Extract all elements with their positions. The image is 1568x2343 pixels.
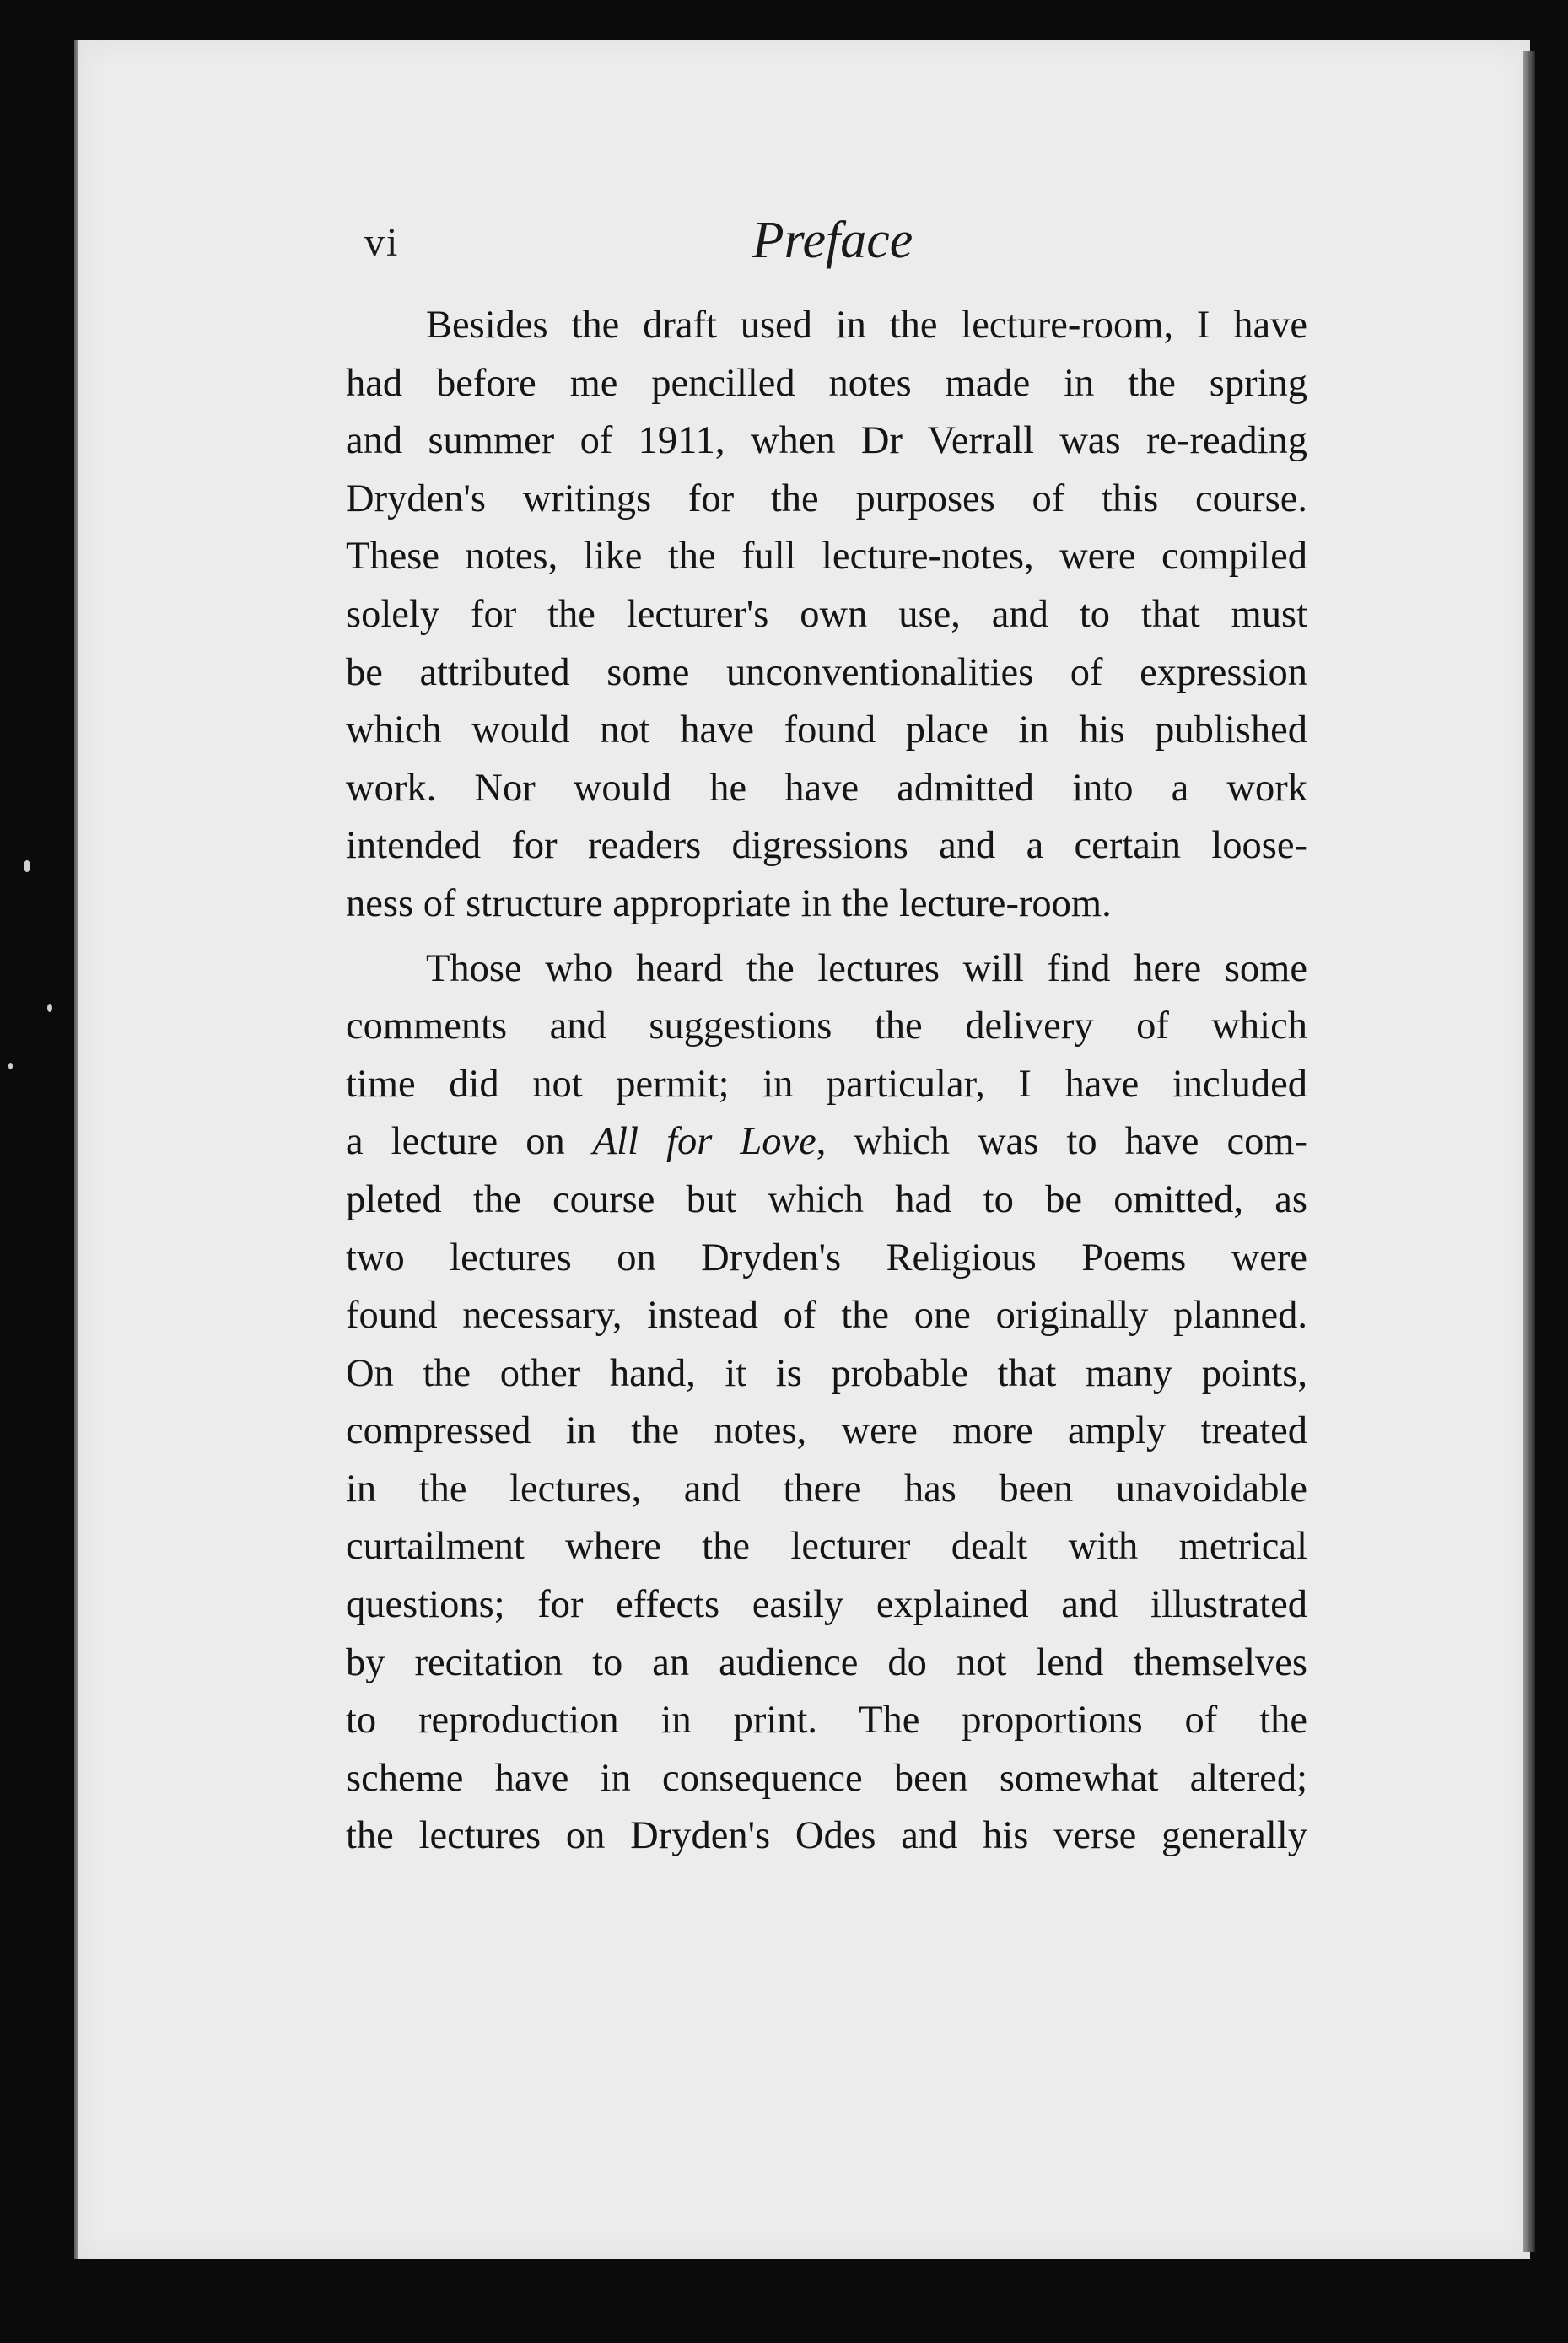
text-line: ness of structure appropriate in the lecture-room. [346, 881, 1112, 925]
text-line: intended for readers digressions and a certain loose- [346, 824, 1307, 868]
text-line: found necessary, instead of the one originally planned. [346, 1294, 1307, 1338]
work-title: All for Love [592, 1120, 816, 1164]
body-text [346, 297, 1307, 1866]
scan-speck [47, 1004, 52, 1012]
text-line: the lectures on Dryden's Odes and his verse generally [346, 1814, 1307, 1858]
text-line: Dryden's writings for the purposes of this course. [346, 477, 1307, 520]
text-line: two lectures on Dryden's Religious Poems were [346, 1236, 1307, 1279]
text-line: scheme have in consequence been somewhat altered; [346, 1756, 1307, 1800]
scan-speck [8, 1063, 13, 1069]
text-line: and summer of 1911, when Dr Verrall was re-reading [346, 419, 1307, 463]
paragraph-spacer [346, 934, 1307, 940]
page-number: vi [364, 220, 400, 265]
text-line: time did not permit; in particular, I have included [346, 1062, 1307, 1106]
scan-speck [24, 860, 30, 872]
page-edge-shadow [1523, 51, 1535, 2252]
text-line: compressed in the notes, were more amply treated [346, 1409, 1307, 1453]
text-line: be attributed some unconventionalities of expression [346, 650, 1307, 694]
page-header [364, 211, 1301, 287]
text-line: Those who heard the lectures will find here some [426, 946, 1307, 990]
text-line: solely for the lecturer's own use, and to that must [346, 592, 1307, 636]
text-line: which would not have found place in his published [346, 708, 1307, 752]
text-line: questions; for effects easily explained and illustrated [346, 1583, 1307, 1627]
text-line: On the other hand, it is probable that many points, [346, 1351, 1307, 1395]
text-line: had before me pencilled notes made in the spring [346, 361, 1307, 405]
running-title: Preface [752, 212, 913, 269]
text-line: Besides the draft used in the lecture-room, I have [426, 304, 1307, 347]
text-line: These notes, like the full lecture-notes, were compiled [346, 535, 1307, 579]
text-line: curtailment where the lecturer dealt with metrical [346, 1525, 1307, 1569]
text-line: work. Nor would he have admitted into a work [346, 766, 1307, 810]
paragraph-1 [346, 297, 1307, 934]
paragraph-2 [346, 940, 1307, 1866]
text-line: pleted the course but which had to be omitted, as [346, 1177, 1307, 1221]
text-line: a lecture on All for Love, which was to have com- [346, 1120, 1307, 1164]
text-line: comments and suggestions the delivery of which [346, 1005, 1307, 1048]
text-line: in the lectures, and there has been unavoidable [346, 1467, 1307, 1511]
text-line: by recitation to an audience do not lend themselves [346, 1640, 1307, 1684]
text-line: to reproduction in print. The proportions of the [346, 1699, 1307, 1742]
